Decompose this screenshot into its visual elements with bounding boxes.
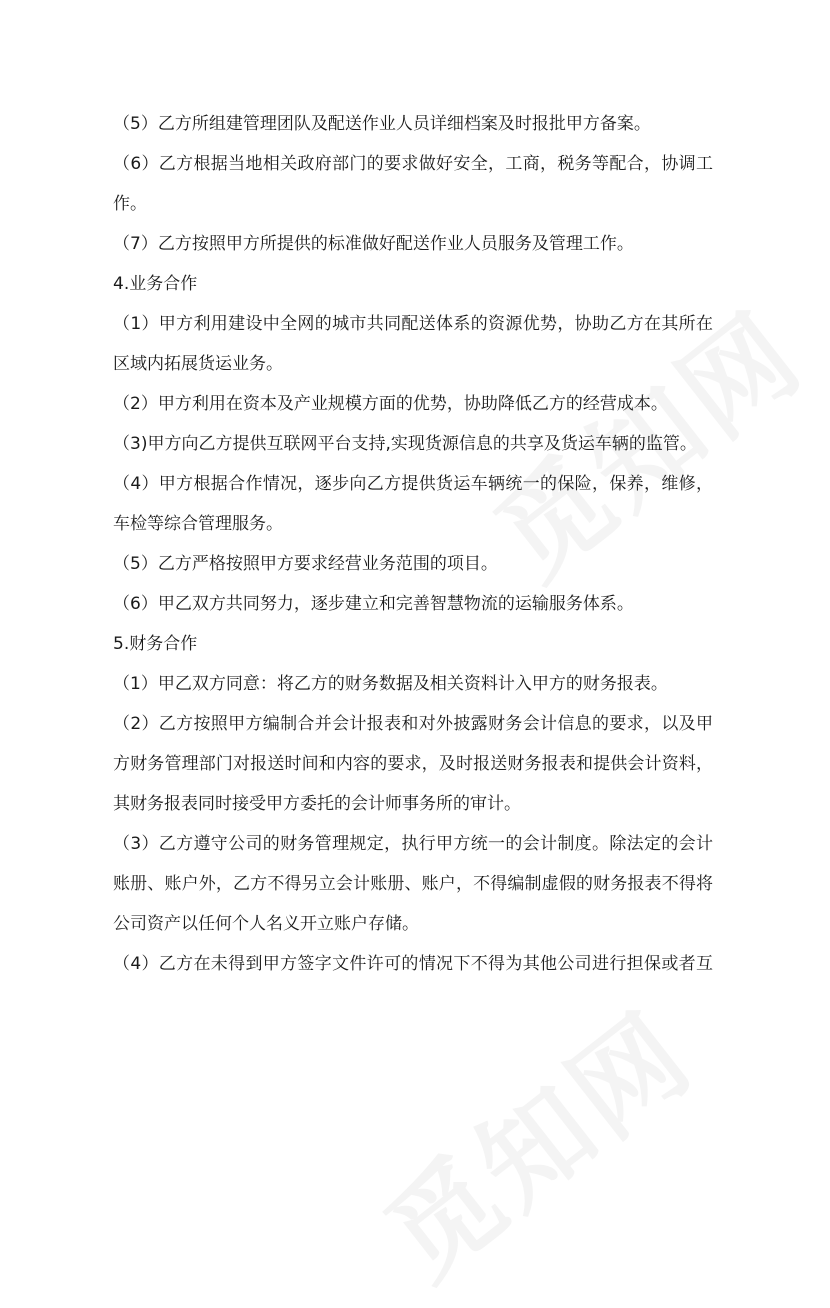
text-line: （4）甲方根据合作情况，逐步向乙方提供货运车辆统一的保险，保养，维修，: [113, 474, 713, 494]
text-line: 作。: [113, 194, 147, 214]
text-line: （2）乙方按照甲方编制合并会计报表和对外披露财务会计信息的要求，以及甲: [113, 714, 713, 734]
text-line: （5）乙方严格按照甲方要求经营业务范围的项目。: [113, 554, 498, 574]
text-line: 公司资产以任何个人名义开立账户存储。: [113, 914, 419, 934]
document-body: [113, 104, 713, 984]
text-line: （1）甲方利用建设中全网的城市共同配送体系的资源优势，协助乙方在其所在: [113, 314, 713, 334]
text-line: （2）甲方利用在资本及产业规模方面的优势，协助降低乙方的经营成本。: [113, 394, 668, 414]
text-line: （5）乙方所组建管理团队及配送作业人员详细档案及时报批甲方备案。: [113, 114, 651, 134]
text-line: （6）甲乙双方共同努力，逐步建立和完善智慧物流的运输服务体系。: [113, 594, 634, 614]
text-line: 4.业务合作: [113, 274, 198, 294]
text-line: （7）乙方按照甲方所提供的标准做好配送作业人员服务及管理工作。: [113, 234, 634, 254]
text-line: 其财务报表同时接受甲方委托的会计师事务所的审计。: [113, 794, 521, 814]
text-line: 区域内拓展货运业务。: [113, 354, 283, 374]
text-line: 方财务管理部门对报送时间和内容的要求，及时报送财务报表和提供会计资料，: [113, 754, 713, 774]
text-line: （3）乙方遵守公司的财务管理规定，执行甲方统一的会计制度。除法定的会计: [113, 834, 713, 854]
text-line: （4）乙方在未得到甲方签字文件许可的情况下不得为其他公司进行担保或者互: [113, 954, 713, 974]
text-line: 账册、账户外，乙方不得另立会计账册、账户，不得编制虚假的财务报表不得将: [113, 874, 713, 894]
text-line: （6）乙方根据当地相关政府部门的要求做好安全，工商，税务等配合，协调工: [113, 154, 713, 174]
text-line: （3)甲方向乙方提供互联网平台支持,实现货源信息的共享及货运车辆的监管。: [113, 434, 697, 454]
text-line: 车检等综合管理服务。: [113, 514, 283, 534]
text-line: 5.财务合作: [113, 634, 198, 654]
text-line: （1）甲乙双方同意：将乙方的财务数据及相关资料计入甲方的财务报表。: [113, 674, 668, 694]
watermark: [348, 970, 720, 1308]
